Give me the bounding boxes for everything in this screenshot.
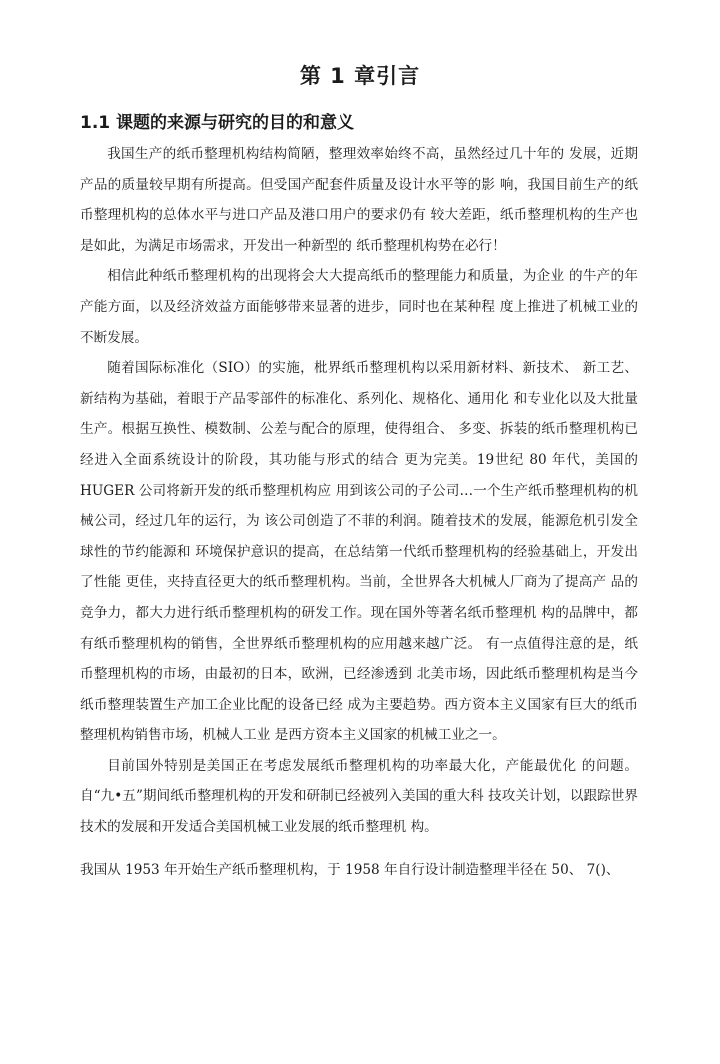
section-heading: 1.1 课题的来源与研究的目的和意义 (80, 113, 355, 133)
paragraph: 目前国外特别是美国正在考虑发展纸币整理机构的功率最大化，产能最优化 的问题。自“九•五”期间纸币整理机构的开发和研制已经被列入美国的重大科 技攻关计划，以跟踪世界技术的发展和开发适合美国机械工业发展的纸币整理机 构。 (80, 757, 638, 836)
body-text (80, 139, 638, 885)
chapter-title: 第 1 章引言 (299, 64, 421, 88)
paragraph: 相信此种纸币整理机构的出现将会大大提高纸币的整理能力和质量，为企业 的牛产的年产能方面，以及经济效益方面能够带来显著的进步，同时也在某种程 度上推进了机械工业的不断发展。 (80, 268, 638, 346)
paragraph: 我国从 1953 年开始生产纸币整理机构，于 1958 年自行设计制造整理半径在 50、 7()、 (80, 861, 620, 878)
paragraph: 随着国际标准化（SIO）的实施，枇界纸币整理机构以采用新材料、新技术、 新工艺、新结构为基础，着眼于产品零部件的标准化、系列化、规格化、通用化 和专业化以及大批量生产。根据互换性、模数制、公差与配合的原理，使得组合、 多变、拆装的纸币整理机构已经进入全面系统设计的阶段，其功能与形式的结合 更为完美。19世纪 80 年代，美国的 HUGER 公司将新开发的纸币整理机构应 用到该公司的子公司…一个生产纸币整理机构的机械公司，经过几年的运行，为 该公司创造了不菲的利润。随着技术的发展，能源危机引发全球性的节约能源和 环境保护意识的提高，在总结第一代纸币整理机构的经验基础上，开发出了性能 更佳，夹持直径更大的纸币整理机构。当前，全世界各大机械人厂商为了提高产 品的竞争力，都大力进行纸币整理机构的研发工作。现在国外等著名纸币整理机 构的品牌中，都有纸币整理机构的销售，全世界纸币整理机构的应用越来越广泛。 有一点值得注意的是，纸币整理机构的市场，由最初的日本，欧洲，已经渗透到 北美市场，因此纸币整理机构是当今纸币整理装置生产加工企业比配的设备已经 成为主要趋势。西方资本主义国家有巨大的纸币整理机构销售市场，机械人工业 是西方资本主义国家的机械工业之一。 (80, 360, 638, 744)
paragraph: 我国生产的纸币整理机构结构简陋，整理效率始终不高，虽然经过几十年的 发展，近期产品的质量较早期有所提高。但受国产配套件质量及设计水平等的影 响，我国目前生产的纸币整理机构的总体水平与进口产品及港口用户的要求仍有 较大差距，纸币整理机构的生产也是如此，为满足市场需求，开发出一种新型的 纸币整理机构势在必行！ (80, 146, 638, 254)
